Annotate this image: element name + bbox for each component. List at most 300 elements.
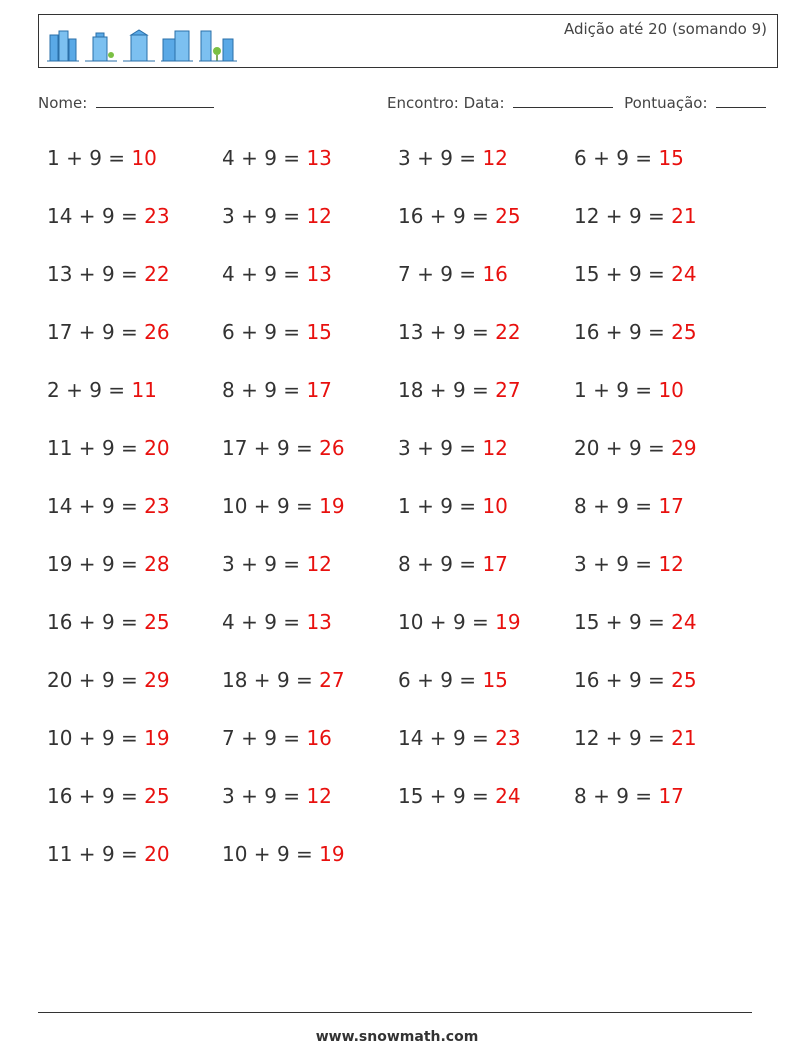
plus-sign: + (586, 552, 617, 576)
equals-sign: = (641, 668, 672, 692)
problem-expression: 13 (47, 262, 73, 286)
addend: 9 (264, 204, 277, 228)
equals-sign: = (114, 726, 145, 750)
equals-sign: = (628, 784, 659, 808)
plus-sign: + (234, 552, 265, 576)
addend: 9 (264, 784, 277, 808)
problem-expression: 8 (574, 784, 587, 808)
addend: 9 (628, 320, 642, 344)
answer: 10 (658, 378, 684, 402)
problem-expression: 17 (222, 436, 248, 460)
equals-sign: = (465, 610, 496, 634)
addend: 9 (101, 842, 115, 866)
addend: 9 (452, 726, 466, 750)
answer: 16 (306, 726, 332, 750)
addend: 9 (440, 146, 453, 170)
answer: 25 (144, 784, 170, 808)
answer: 20 (144, 436, 170, 460)
equals-sign: = (641, 320, 672, 344)
problem-expression: 3 (222, 552, 235, 576)
building-tree-icon (85, 29, 117, 63)
plus-sign: + (599, 726, 629, 750)
building-icon (123, 29, 155, 63)
addend: 9 (101, 610, 115, 634)
equals-sign: = (641, 204, 672, 228)
plus-sign: + (410, 668, 441, 692)
plus-sign: + (72, 842, 102, 866)
problem-expression: 1 (398, 494, 411, 518)
equals-sign: = (452, 668, 483, 692)
addition-problem (222, 146, 332, 170)
addend: 9 (264, 146, 277, 170)
plus-sign: + (72, 784, 102, 808)
addend: 9 (276, 668, 290, 692)
answer: 25 (671, 320, 697, 344)
problem-expression: 20 (574, 436, 600, 460)
equals-sign: = (276, 726, 307, 750)
addition-problem (574, 552, 684, 576)
problem-row (47, 320, 747, 350)
plus-sign: + (599, 668, 629, 692)
addition-problem (398, 668, 508, 692)
addend: 9 (452, 378, 466, 402)
equals-sign: = (628, 552, 659, 576)
problem-expression: 10 (47, 726, 73, 750)
problem-expression: 12 (574, 204, 600, 228)
answer: 13 (306, 146, 332, 170)
problem-row (47, 436, 747, 466)
equals-sign: = (628, 378, 659, 402)
plus-sign: + (410, 552, 441, 576)
addition-problem (47, 610, 170, 634)
plus-sign: + (234, 784, 265, 808)
equals-sign: = (289, 842, 320, 866)
addend: 9 (440, 552, 453, 576)
equals-sign: = (276, 552, 307, 576)
plus-sign: + (423, 726, 453, 750)
answer: 15 (306, 320, 332, 344)
equals-sign: = (114, 494, 145, 518)
addition-problem (222, 552, 332, 576)
answer: 17 (482, 552, 508, 576)
problem-expression: 15 (574, 262, 600, 286)
answer: 29 (144, 668, 170, 692)
addition-problem (222, 726, 332, 750)
plus-sign: + (599, 262, 629, 286)
equals-sign: = (114, 204, 145, 228)
name-field (38, 94, 214, 112)
plus-sign: + (234, 726, 265, 750)
problem-expression: 7 (398, 262, 411, 286)
addition-problem (574, 668, 697, 692)
addend: 9 (89, 146, 102, 170)
plus-sign: + (423, 204, 453, 228)
addition-problem (47, 204, 170, 228)
answer: 12 (482, 146, 508, 170)
addition-problem (398, 204, 521, 228)
addition-problem (47, 436, 170, 460)
equals-sign: = (641, 726, 672, 750)
answer: 29 (671, 436, 697, 460)
equals-sign: = (465, 204, 496, 228)
answer: 12 (306, 552, 332, 576)
plus-sign: + (247, 842, 277, 866)
addend: 9 (276, 842, 290, 866)
plus-sign: + (72, 204, 102, 228)
addend: 9 (276, 494, 290, 518)
equals-sign: = (114, 842, 145, 866)
equals-sign: = (641, 436, 672, 460)
problem-expression: 20 (47, 668, 73, 692)
problem-expression: 10 (398, 610, 424, 634)
answer: 25 (495, 204, 521, 228)
plus-sign: + (72, 436, 102, 460)
addition-problem (222, 320, 332, 344)
addition-problem (574, 726, 697, 750)
addend: 9 (440, 668, 453, 692)
equals-sign: = (452, 262, 483, 286)
addend: 9 (616, 494, 629, 518)
problem-expression: 7 (222, 726, 235, 750)
equals-sign: = (276, 262, 307, 286)
header-box (38, 14, 778, 68)
answer: 15 (658, 146, 684, 170)
addition-problem (222, 436, 345, 460)
addend: 9 (616, 378, 629, 402)
problem-row (47, 610, 747, 640)
problem-expression: 2 (47, 378, 60, 402)
addend: 9 (452, 320, 466, 344)
addend: 9 (628, 726, 642, 750)
equals-sign: = (452, 436, 483, 460)
addend: 9 (264, 320, 277, 344)
equals-sign: = (289, 668, 320, 692)
addend: 9 (276, 436, 290, 460)
addition-problem (47, 842, 170, 866)
plus-sign: + (247, 668, 277, 692)
equals-sign: = (641, 262, 672, 286)
equals-sign: = (276, 378, 307, 402)
problem-expression: 4 (222, 146, 235, 170)
score-label: Pontuação: (624, 94, 708, 112)
answer: 25 (144, 610, 170, 634)
footer-url: www.snowmath.com (315, 1029, 479, 1045)
equals-sign: = (465, 784, 496, 808)
problem-expression: 18 (222, 668, 248, 692)
addition-problem (47, 146, 157, 170)
plus-sign: + (247, 494, 277, 518)
addition-problem (398, 436, 508, 460)
building-icon (47, 29, 79, 63)
plus-sign: + (423, 610, 453, 634)
answer: 17 (658, 494, 684, 518)
answer: 15 (482, 668, 508, 692)
addend: 9 (101, 552, 115, 576)
answer: 19 (495, 610, 521, 634)
equals-sign: = (114, 610, 145, 634)
addition-problem (398, 784, 521, 808)
addition-problem (398, 378, 521, 402)
addend: 9 (440, 436, 453, 460)
addend: 9 (452, 784, 466, 808)
encounter-date-label: Encontro: Data: (387, 94, 505, 112)
addition-problem (47, 726, 170, 750)
problem-row (47, 204, 747, 234)
addition-problem (47, 668, 170, 692)
problem-row (47, 262, 747, 292)
plus-sign: + (234, 378, 265, 402)
plus-sign: + (410, 262, 441, 286)
name-line[interactable] (96, 94, 214, 108)
problem-expression: 16 (574, 320, 600, 344)
answer: 24 (671, 610, 697, 634)
addend: 9 (101, 204, 115, 228)
addend: 9 (101, 726, 115, 750)
problem-expression: 6 (574, 146, 587, 170)
equals-sign: = (276, 320, 307, 344)
plus-sign: + (234, 262, 265, 286)
equals-sign: = (114, 668, 145, 692)
addition-problem (398, 320, 521, 344)
plus-sign: + (72, 552, 102, 576)
plus-sign: + (410, 494, 441, 518)
addition-problem (398, 726, 521, 750)
equals-sign: = (114, 784, 145, 808)
addend: 9 (616, 146, 629, 170)
addition-problem (398, 494, 508, 518)
equals-sign: = (276, 610, 307, 634)
plus-sign: + (599, 610, 629, 634)
addition-problem (47, 262, 170, 286)
plus-sign: + (59, 146, 90, 170)
addend: 9 (628, 668, 642, 692)
plus-sign: + (410, 146, 441, 170)
problem-expression: 13 (398, 320, 424, 344)
plus-sign: + (586, 146, 617, 170)
problem-expression: 4 (222, 262, 235, 286)
addend: 9 (628, 262, 642, 286)
addition-problem (47, 494, 170, 518)
problem-row (47, 784, 747, 814)
problem-expression: 6 (398, 668, 411, 692)
equals-sign: = (452, 146, 483, 170)
addition-problem (222, 204, 332, 228)
addend: 9 (628, 204, 642, 228)
answer: 13 (306, 262, 332, 286)
problem-expression: 14 (398, 726, 424, 750)
plus-sign: + (234, 146, 265, 170)
answer: 21 (671, 204, 697, 228)
problem-row (47, 146, 747, 176)
answer: 12 (482, 436, 508, 460)
problem-expression: 16 (398, 204, 424, 228)
equals-sign: = (465, 726, 496, 750)
problem-row (47, 726, 747, 756)
problem-expression: 14 (47, 494, 73, 518)
answer: 17 (658, 784, 684, 808)
problem-expression: 17 (47, 320, 73, 344)
problem-expression: 3 (222, 204, 235, 228)
worksheet-title: Adição até 20 (somando 9) (563, 20, 767, 38)
problem-expression: 6 (222, 320, 235, 344)
problem-expression: 10 (222, 842, 248, 866)
plus-sign: + (234, 610, 265, 634)
problem-expression: 1 (47, 146, 60, 170)
plus-sign: + (247, 436, 277, 460)
answer: 24 (671, 262, 697, 286)
plus-sign: + (586, 378, 617, 402)
plus-sign: + (599, 320, 629, 344)
addend: 9 (440, 262, 453, 286)
addend: 9 (264, 552, 277, 576)
answer: 12 (306, 784, 332, 808)
addition-problem (574, 610, 697, 634)
problem-expression: 16 (574, 668, 600, 692)
addition-problem (222, 610, 332, 634)
problem-row (47, 552, 747, 582)
answer: 23 (495, 726, 521, 750)
answer: 19 (144, 726, 170, 750)
addition-problem (398, 146, 508, 170)
answer: 10 (131, 146, 157, 170)
addend: 9 (628, 610, 642, 634)
answer: 13 (306, 610, 332, 634)
addition-problem (398, 262, 508, 286)
equals-sign: = (114, 320, 145, 344)
plus-sign: + (72, 320, 102, 344)
addition-problem (574, 436, 697, 460)
addend: 9 (101, 668, 115, 692)
equals-sign: = (114, 262, 145, 286)
problem-expression: 8 (574, 494, 587, 518)
problem-expression: 16 (47, 784, 73, 808)
addition-problem (574, 204, 697, 228)
addend: 9 (616, 784, 629, 808)
plus-sign: + (72, 494, 102, 518)
problem-expression: 8 (222, 378, 235, 402)
addend: 9 (101, 262, 115, 286)
addition-problem (222, 842, 345, 866)
addend: 9 (440, 494, 453, 518)
score-line[interactable] (716, 94, 766, 108)
equals-sign: = (114, 436, 145, 460)
addend: 9 (101, 320, 115, 344)
answer: 25 (671, 668, 697, 692)
addend: 9 (101, 436, 115, 460)
answer: 28 (144, 552, 170, 576)
plus-sign: + (410, 436, 441, 460)
equals-sign: = (452, 552, 483, 576)
equals-sign: = (641, 610, 672, 634)
header-icons (47, 21, 237, 63)
problem-expression: 15 (398, 784, 424, 808)
addition-problem (222, 494, 345, 518)
footer-divider (38, 1012, 752, 1013)
equals-sign: = (114, 552, 145, 576)
problem-expression: 10 (222, 494, 248, 518)
problem-expression: 3 (222, 784, 235, 808)
plus-sign: + (599, 204, 629, 228)
equals-sign: = (465, 378, 496, 402)
answer: 10 (482, 494, 508, 518)
equals-sign: = (101, 378, 132, 402)
addend: 9 (452, 204, 466, 228)
plus-sign: + (234, 320, 265, 344)
plus-sign: + (586, 784, 617, 808)
addition-problem (398, 552, 508, 576)
problem-expression: 18 (398, 378, 424, 402)
addition-problem (574, 784, 684, 808)
addition-problem (47, 784, 170, 808)
equals-sign: = (101, 146, 132, 170)
equals-sign: = (452, 494, 483, 518)
plus-sign: + (72, 262, 102, 286)
addition-problem (574, 320, 697, 344)
problem-row (47, 378, 747, 408)
answer: 27 (319, 668, 345, 692)
problem-expression: 3 (574, 552, 587, 576)
equals-sign: = (289, 494, 320, 518)
problem-expression: 11 (47, 842, 73, 866)
plus-sign: + (72, 668, 102, 692)
answer: 23 (144, 204, 170, 228)
addend: 9 (101, 494, 115, 518)
equals-sign: = (276, 784, 307, 808)
answer: 20 (144, 842, 170, 866)
answer: 11 (131, 378, 157, 402)
plus-sign: + (72, 726, 102, 750)
answer: 22 (144, 262, 170, 286)
problem-expression: 16 (47, 610, 73, 634)
equals-sign: = (289, 436, 320, 460)
problem-expression: 15 (574, 610, 600, 634)
problem-expression: 11 (47, 436, 73, 460)
building-tree-icon (199, 29, 237, 63)
answer: 24 (495, 784, 521, 808)
problem-expression: 14 (47, 204, 73, 228)
answer: 17 (306, 378, 332, 402)
addition-problem (574, 494, 684, 518)
answer: 22 (495, 320, 521, 344)
equals-sign: = (276, 146, 307, 170)
problem-expression: 4 (222, 610, 235, 634)
plus-sign: + (423, 378, 453, 402)
equals-sign: = (628, 146, 659, 170)
addition-problem (574, 378, 684, 402)
addend: 9 (628, 436, 642, 460)
addend: 9 (452, 610, 466, 634)
problem-expression: 3 (398, 146, 411, 170)
plus-sign: + (423, 320, 453, 344)
date-line[interactable] (513, 94, 613, 108)
addend: 9 (264, 378, 277, 402)
addition-problem (222, 378, 332, 402)
problem-expression: 1 (574, 378, 587, 402)
problem-expression: 19 (47, 552, 73, 576)
addend: 9 (89, 378, 102, 402)
addition-problem (222, 668, 345, 692)
addend: 9 (264, 262, 277, 286)
addend: 9 (264, 726, 277, 750)
addend: 9 (101, 784, 115, 808)
addition-problem (222, 784, 332, 808)
addition-problem (574, 146, 684, 170)
addition-problem (47, 552, 170, 576)
answer: 19 (319, 842, 345, 866)
problem-expression: 3 (398, 436, 411, 460)
addend: 9 (616, 552, 629, 576)
plus-sign: + (586, 494, 617, 518)
